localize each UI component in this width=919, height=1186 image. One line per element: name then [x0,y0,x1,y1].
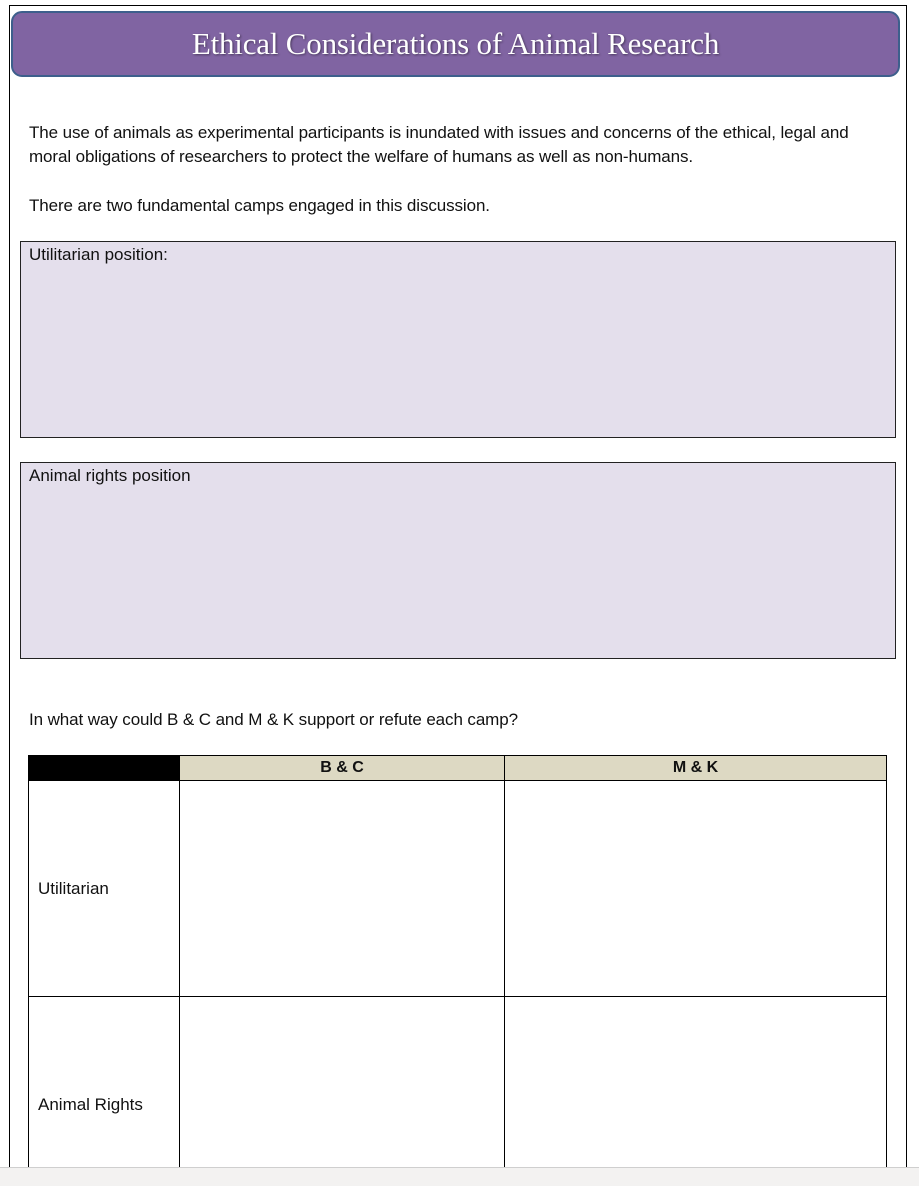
intro-paragraph: The use of animals as experimental participants is inundated with issues and concerns of the ethical, legal and moral obligations of researchers to protect the welfare of humans as well as non-humans. [29,123,849,166]
animal-rights-position-box[interactable] [20,462,896,659]
cell-utilitarian-mk[interactable] [505,781,887,997]
cell-utilitarian-bc[interactable] [180,781,505,997]
title-banner [11,11,900,77]
column-header-bc: B & C [180,756,505,781]
utilitarian-position-box[interactable] [20,241,896,438]
animal-rights-position-label: Animal rights position [29,466,191,485]
table-row [29,781,887,997]
viewer-bottom-bar [0,1167,919,1186]
cell-animal-rights-mk[interactable] [505,997,887,1186]
row-header-utilitarian: Utilitarian [29,781,180,997]
comparison-table [28,755,887,1186]
column-header-mk: M & K [505,756,887,781]
table-corner-cell [29,756,180,781]
table-header-row [29,756,887,781]
table-row [29,997,887,1186]
utilitarian-position-label: Utilitarian position: [29,245,168,264]
page-title: Ethical Considerations of Animal Research [191,26,720,61]
cell-animal-rights-bc[interactable] [180,997,505,1186]
camps-sentence: There are two fundamental camps engaged in this discussion. [29,196,490,215]
comparison-question: In what way could B & C and M & K support or refute each camp? [29,710,518,729]
row-header-animal-rights: Animal Rights [29,997,180,1186]
